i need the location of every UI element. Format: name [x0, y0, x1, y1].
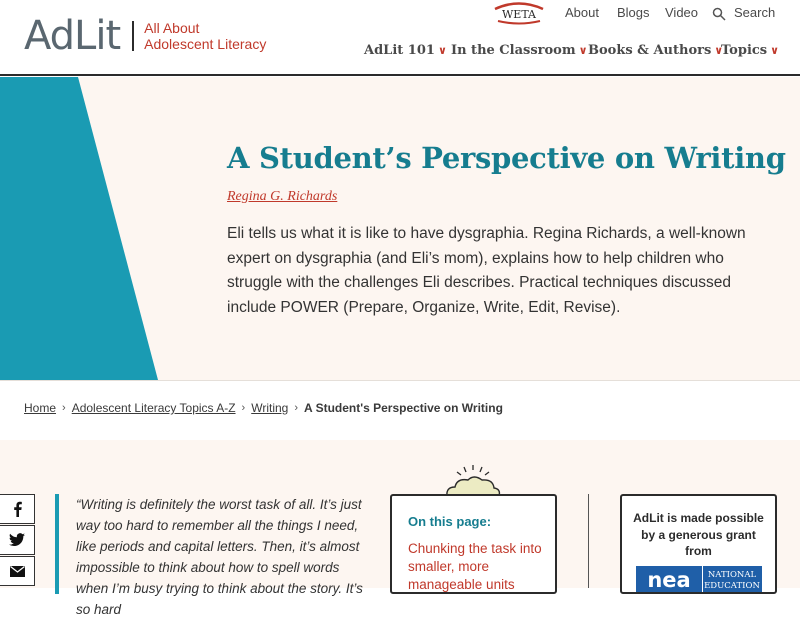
- column-divider: [588, 494, 589, 588]
- chevron-right-icon: ›: [62, 402, 66, 414]
- email-share-button[interactable]: [0, 556, 35, 586]
- facebook-icon: [10, 501, 24, 517]
- breadcrumb-current: A Student's Perspective on Writing: [304, 401, 503, 415]
- weta-logo[interactable]: [492, 2, 546, 24]
- breadcrumb-bar: [0, 380, 800, 440]
- tagline-line-2: Adolescent Literacy: [144, 36, 267, 52]
- cloud-illustration: [444, 463, 502, 497]
- logo-divider: [132, 21, 134, 51]
- hero-section: [0, 77, 800, 380]
- breadcrumb-topics[interactable]: Adolescent Literacy Topics A-Z: [71, 401, 236, 415]
- grant-text: AdLit is made possible by a generous grant from: [633, 511, 764, 558]
- search-icon[interactable]: [712, 7, 726, 21]
- on-this-page-box: [390, 494, 557, 594]
- nav-in-the-classroom[interactable]: [451, 43, 588, 58]
- blogs-link[interactable]: Blogs: [617, 5, 650, 20]
- logo-wordmark: AdLit: [24, 13, 121, 59]
- twitter-icon: [9, 533, 25, 547]
- nea-line-1: NATIONAL: [707, 570, 757, 580]
- about-link[interactable]: About: [565, 5, 599, 20]
- site-logo[interactable]: [24, 14, 266, 58]
- article-summary: Eli tells us what it is like to have dysgraphia. Regina Richards, a well-known expert on dysgraphia (and Eli’s mom), explains how to help children who struggle with the challenges Eli describes. Practical techniques discussed include POWER (Prepare, Organize, Write, Edit, Revise).: [227, 225, 746, 316]
- nav-books-authors-label: Books & Authors: [588, 43, 712, 58]
- chevron-down-icon: ∨: [578, 44, 588, 57]
- breadcrumb-home[interactable]: Home: [24, 401, 57, 415]
- hero-accent-shape: [0, 77, 160, 380]
- email-icon: [10, 566, 25, 577]
- breadcrumb: [24, 401, 503, 415]
- logo-tagline: [144, 20, 266, 52]
- grant-box: [620, 494, 777, 594]
- nea-mark: nea: [647, 568, 691, 592]
- chevron-down-icon: ∨: [714, 44, 724, 57]
- chevron-down-icon: ∨: [770, 44, 780, 57]
- weta-label: WETA: [501, 8, 537, 21]
- chevron-right-icon: ›: [241, 402, 246, 414]
- page-title: A Student’s Perspective on Writing: [227, 141, 786, 175]
- nav-topics[interactable]: [721, 43, 779, 58]
- share-toolbar: [0, 494, 35, 587]
- author-link[interactable]: Regina G. Richards: [227, 189, 338, 204]
- breadcrumb-writing[interactable]: Writing: [251, 401, 289, 415]
- nav-adlit-101[interactable]: [364, 43, 447, 58]
- nav-in-the-classroom-label: In the Classroom: [451, 43, 576, 58]
- nav-adlit-101-label: AdLit 101: [364, 43, 435, 58]
- nav-topics-label: Topics: [721, 43, 768, 58]
- nea-line-2: EDUCATION: [704, 581, 760, 591]
- search-link[interactable]: Search: [734, 5, 776, 20]
- nav-books-authors[interactable]: [588, 43, 723, 58]
- on-this-page-link[interactable]: Chunking the task into smaller, more manageable units: [408, 541, 542, 592]
- video-link[interactable]: Video: [665, 5, 699, 20]
- site-header: [0, 0, 800, 76]
- nea-logo[interactable]: [636, 566, 762, 592]
- student-quote: “Writing is definitely the worst task of all. It’s just way too hard to remember all the things I need, like periods and capital letters. Then, it’s almost impossible to think about how to spell words when I’m busy trying to think about the story. It’s so hard: [76, 497, 363, 617]
- chevron-right-icon: ›: [294, 402, 299, 414]
- on-this-page-title: On this page:: [408, 514, 492, 529]
- twitter-share-button[interactable]: [0, 525, 35, 555]
- quote-accent-bar: [55, 494, 59, 594]
- chevron-down-icon: ∨: [437, 44, 447, 57]
- tagline-line-1: All About: [144, 20, 200, 36]
- facebook-share-button[interactable]: [0, 494, 35, 524]
